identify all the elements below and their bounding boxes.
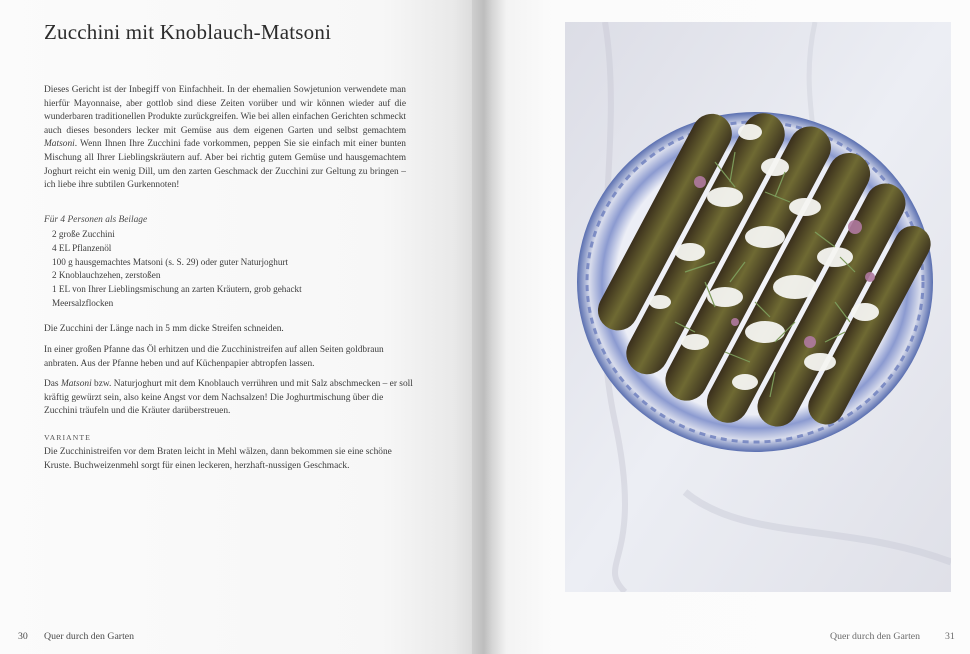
ingredient-item: 100 g hausgemachtes Matsoni (s. S. 29) oder guter Naturjoghurt — [52, 256, 289, 267]
step3-emphasis: Matsoni — [60, 379, 92, 389]
recipe-title: Zucchini mit Knoblauch-Matsoni — [44, 20, 332, 44]
intro-text-2: . Wenn Ihnen Ihre Zucchini fade vorkommen, peppen Sie sie einfach mit einer bunten Mischung all Ihrer Lieblingskräutern auf. Aber bei richtig gutem Gemüse und hausgemachtem Joghurt reicht ein wenig Dill, um den zarten Geschmack der Zucchini zur Geltung zu bringen – ich liebe ihre subtilen Gurkennoten! — [44, 139, 406, 191]
method-step-1: Die Zucchini der Länge nach in 5 mm dicke Streifen schneiden. — [44, 324, 284, 334]
intro-emphasis: Matsoni — [44, 139, 75, 150]
book-gutter — [472, 0, 506, 654]
variant-text: Die Zucchinistreifen vor dem Braten leicht in Mehl wälzen, dann bekommen sie eine schöne Kruste. Buchweizenmehl sorgt für einen leckeren, herzhaft-nussigen Geschmack. — [44, 447, 392, 471]
method-step-3 — [44, 378, 414, 419]
servings-note: Für 4 Personen als Beilage — [44, 215, 148, 225]
ingredient-item: 1 EL von Ihrer Lieblingsmischung an zarten Kräutern, grob gehackt — [52, 284, 302, 295]
running-head-left: Quer durch den Garten — [44, 631, 135, 642]
method-step-2: In einer großen Pfanne das Öl erhitzen und die Zucchinistreifen auf allen Seiten goldbraun anbraten. Aus der Pfanne heben und auf Küchenpapier abtropfen lassen. — [44, 345, 384, 369]
ingredient-item: 4 EL Pflanzenöl — [52, 242, 112, 253]
intro-paragraph — [44, 84, 406, 193]
ingredient-item: 2 große Zucchini — [52, 229, 115, 239]
page-number-right: 31 — [945, 631, 955, 642]
ingredient-list — [52, 228, 302, 311]
ingredient-item: 2 Knoblauchzehen, zerstoßen — [52, 270, 161, 281]
step3-text-2: bzw. Naturjoghurt mit dem Knoblauch verrühren und mit Salz abschmecken – er soll kräftig gewürzt sein, also keine Angst vor dem Nachsalzen! Die Joghurtmischung über die Zucchini träufeln und die Kräuter darüberstreuen. — [44, 379, 413, 417]
page-number-left: 30 — [18, 631, 28, 642]
food-photograph — [565, 22, 951, 592]
intro-text-1: Dieses Gericht ist der Inbegiff von Einfachheit. In der ehemalien Sowjetunion verwendete man hierfür Mayonnaise, aber gottlob sind diese Zeiten vorüber und wir können wieder auf die wunderbaren traditionellen Produkte zurückgreifen. Wie bei allen einfachen Gerichten schmeckt auch dieses besonders lecker mit Gemüse aus dem eigenen Garten und selbst gemachtem — [44, 85, 406, 136]
left-page — [0, 0, 478, 654]
step3-text-1: Das — [44, 379, 61, 389]
running-head-right: Quer durch den Garten — [830, 631, 921, 642]
variant-heading: VARIANTE — [44, 433, 91, 442]
ingredient-item: Meersalzflocken — [52, 297, 114, 308]
